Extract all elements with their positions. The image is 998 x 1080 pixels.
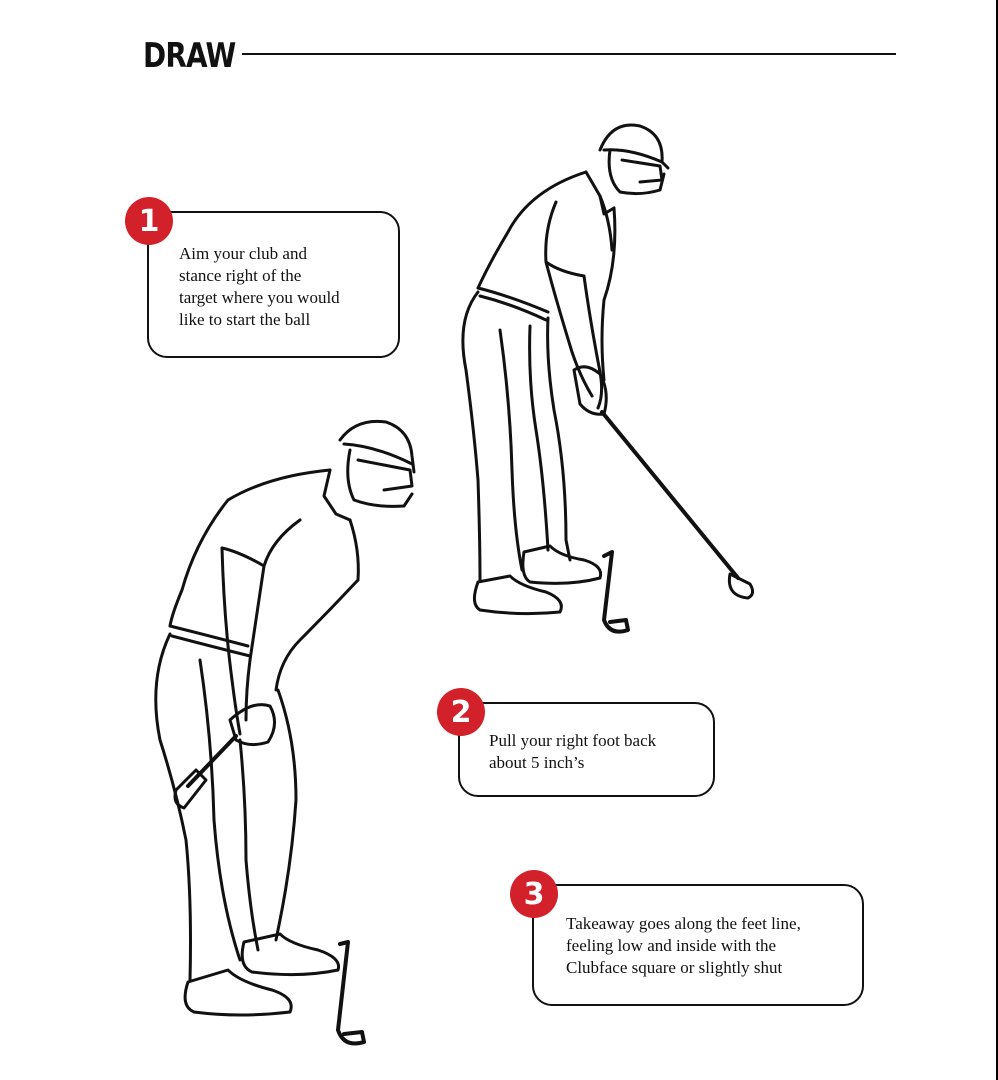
step-1-badge: 1 <box>125 197 173 245</box>
step-1-line-4: like to start the ball <box>179 310 311 329</box>
step-3-line-2: feeling low and inside with the <box>566 936 777 955</box>
step-2-line-2: about 5 inch’s <box>489 753 585 772</box>
step-3-badge: 3 <box>510 870 558 918</box>
golfer-setup-illustration <box>463 125 753 632</box>
step-2-line-1: Pull your right foot back <box>489 731 657 750</box>
page-title: DRAW <box>143 36 236 76</box>
step-1-line-1: Aim your club and <box>179 244 307 263</box>
step-1-card <box>147 211 400 358</box>
golfer-address-illustration <box>156 421 414 1043</box>
step-1-line-2: stance right of the <box>179 266 302 285</box>
step-3-card <box>532 884 864 1006</box>
step-3-line-3: Clubface square or slightly shut <box>566 958 783 977</box>
step-2-card <box>458 702 715 797</box>
step-2-badge: 2 <box>437 688 485 736</box>
step-1-line-3: target where you would <box>179 288 340 307</box>
step-3-line-1: Takeaway goes along the feet line, <box>566 914 801 933</box>
